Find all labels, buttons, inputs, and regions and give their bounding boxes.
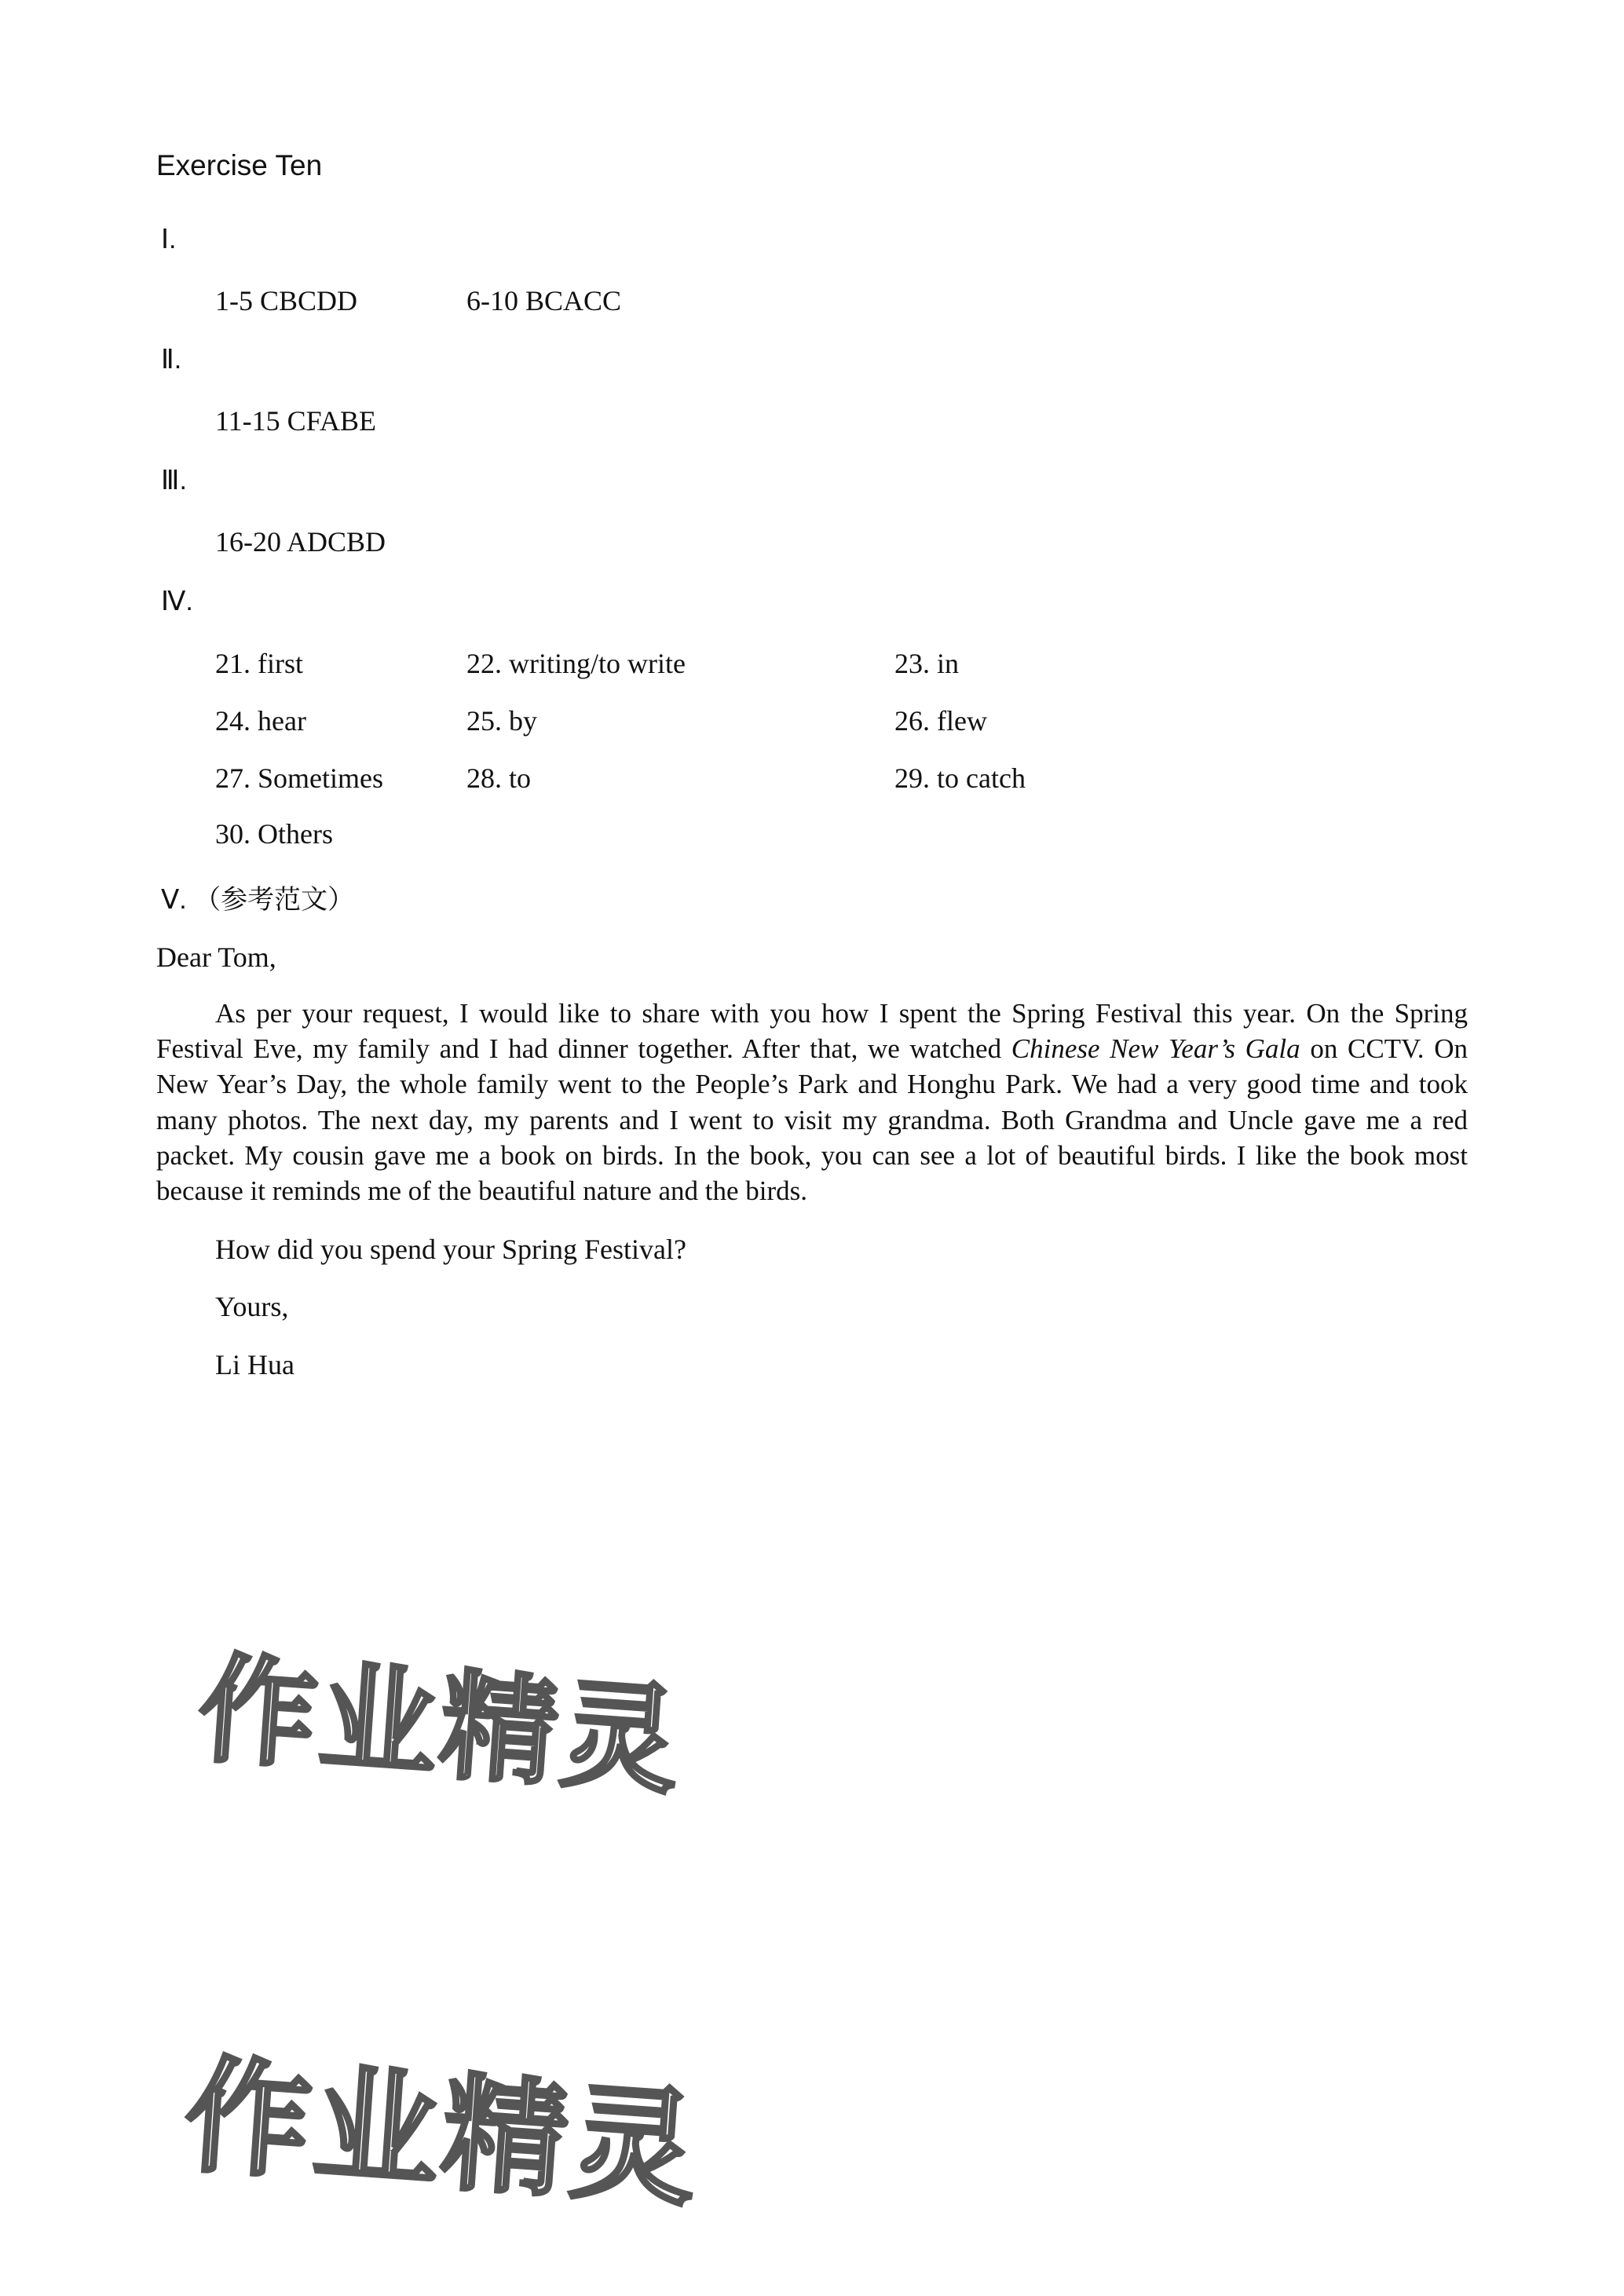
answer-item: 21. first — [215, 648, 303, 679]
answer-group: 1-5 CBCDD — [215, 285, 358, 316]
answer-item: 30. Others — [215, 818, 333, 850]
section-1-answers — [0, 284, 1624, 324]
answer-group: 16-20 ADCBD — [215, 526, 386, 558]
answer-item: 27. Sometimes — [215, 762, 383, 794]
letter-closing: Yours, — [215, 1291, 289, 1322]
answer-item: 28. to — [466, 762, 532, 794]
section-1-label: Ⅰ. — [161, 225, 177, 254]
section-4-row — [0, 817, 1624, 857]
section-3-answers — [0, 525, 1624, 565]
section-3-label: Ⅲ. — [161, 466, 187, 495]
section-4-row — [0, 704, 1624, 744]
letter-body-part1: As per your request, I would like to share with you how I spent the Spring Festival this year. On the Spring Festival Eve, my family and I had dinner together. After that, we watched — [156, 998, 1468, 1065]
page-title: Exercise Ten — [156, 149, 323, 181]
section-4-label: Ⅳ. — [161, 587, 193, 616]
letter-body-italic-title: Chinese New Year’s Gala — [1011, 1033, 1300, 1065]
answer-item: 29. to catch — [894, 762, 1026, 794]
answer-item: 23. in — [894, 648, 960, 679]
answer-group: 6-10 BCACC — [466, 285, 622, 316]
letter-signature: Li Hua — [215, 1349, 294, 1380]
watermark-logo: 作业精灵 — [180, 2041, 704, 2225]
answer-item: 25. by — [466, 705, 537, 737]
section-2-answers — [0, 404, 1624, 444]
section-5-label: Ⅴ. （参考范文） — [161, 885, 355, 915]
letter-question: How did you spend your Spring Festival? — [215, 1234, 686, 1265]
answer-item: 24. hear — [215, 705, 306, 737]
letter-body-part2: on CCTV. On New Year’s Day, the whole family went to the People’s Park and Honghu Park. We had a very good time and took many photos. The next day, my parents and I went to visit my grandma. Both Grandma and Uncle gave me a red packet. My cousin gave me a book on birds. In the book, you can see a lot of beautiful birds. I like the book most because it reminds me of the beautiful nature and the birds. — [156, 1033, 1468, 1207]
letter-body — [156, 996, 1468, 1208]
answer-item: 26. flew — [894, 705, 987, 737]
section-4-row — [0, 762, 1624, 801]
answer-item: 22. writing/to write — [466, 648, 686, 679]
section-2-label: Ⅱ. — [161, 345, 182, 375]
letter-greeting: Dear Tom, — [156, 941, 276, 973]
watermark-logo: 作业精灵 — [194, 1640, 687, 1812]
answer-group: 11-15 CFABE — [215, 405, 377, 437]
section-4-row — [0, 647, 1624, 686]
